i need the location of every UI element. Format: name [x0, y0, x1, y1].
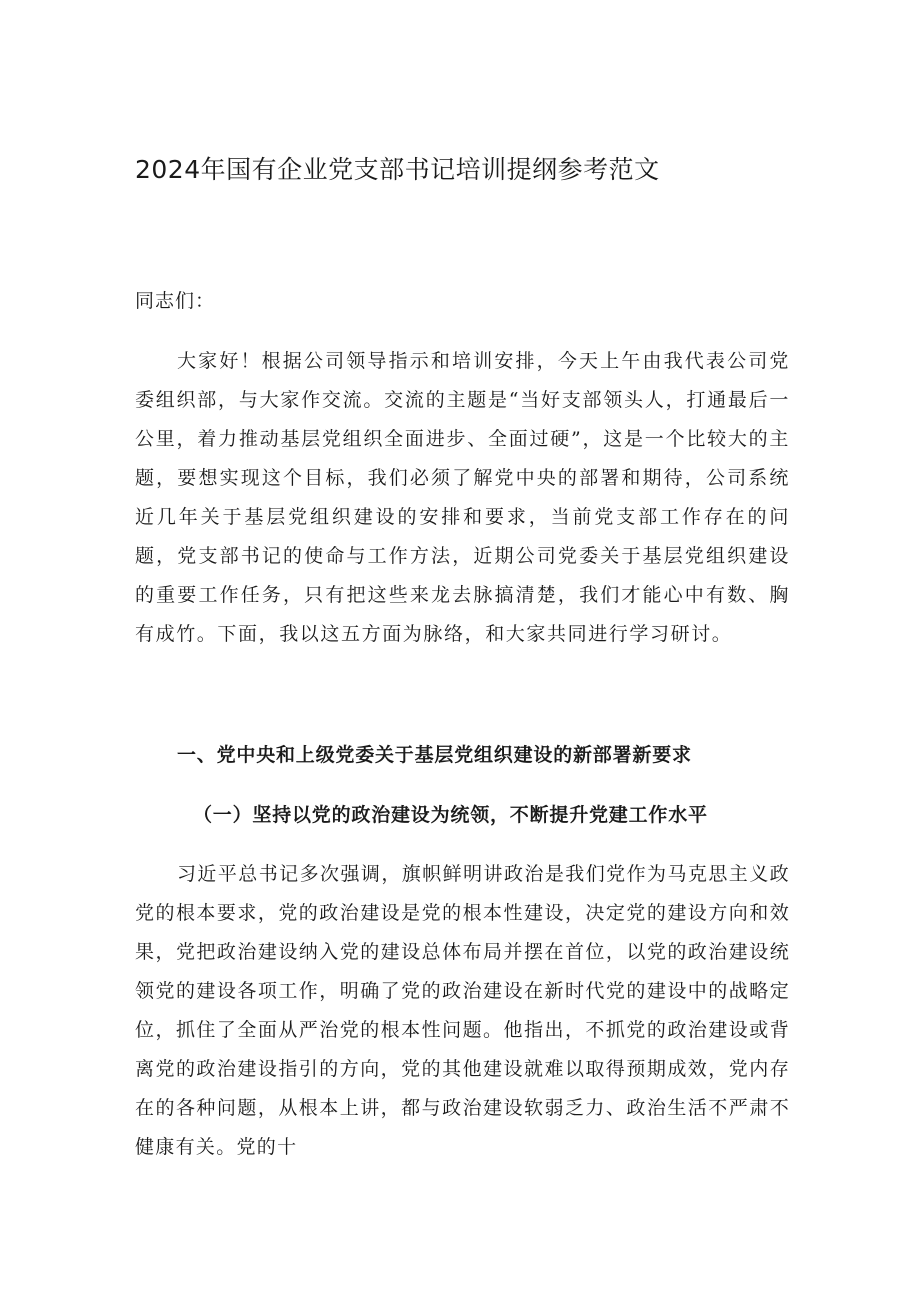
- salutation: 同志们：: [135, 290, 216, 312]
- section-heading: 一、党中央和上级党委关于基层党组织建设的新部署新要求: [177, 744, 692, 766]
- document-title: 2024年国有企业党支部书记培训提纲参考范文: [135, 155, 660, 184]
- body-paragraph: 习近平总书记多次强调，旗帜鲜明讲政治是我们党作为马克思主义政党的根本要求，党的政治建设是党的根本性建设，决定党的建设方向和效果，党把政治建设纳入党的建设总体布局并摆在首位，以党的政治建设统领党的建设各项工作，明确了党的政治建设在新时代党的建设中的战略定位，抓住了全面从严治党的根本性问题。他指出，不抓党的政治建设或背离党的政治建设指引的方向，党的其他建设就难以取得预期成效，党内存在的各种问题，从根本上讲，都与政治建设软弱乏力、政治生活不严肃不健康有关。党的十: [135, 863, 790, 1158]
- intro-paragraph: 大家好！根据公司领导指示和培训安排，今天上午由我代表公司党委组织部，与大家作交流。交流的主题是“当好支部领头人，打通最后一公里，着力推动基层党组织全面进步、全面过硬”，这是一个比较大的主题，要想实现这个目标，我们必须了解党中央的部署和期待，公司系统近几年关于基层党组织建设的安排和要求，当前党支部工作存在的问题，党支部书记的使命与工作方法，近期公司党委关于基层党组织建设的重要工作任务，只有把这些来龙去脉搞清楚，我们才能心中有数、胸有成竹。下面，我以这五方面为脉络，和大家共同进行学习研讨。: [135, 350, 790, 645]
- subsection-heading: （一）坚持以党的政治建设为统领，不断提升党建工作水平: [193, 804, 708, 826]
